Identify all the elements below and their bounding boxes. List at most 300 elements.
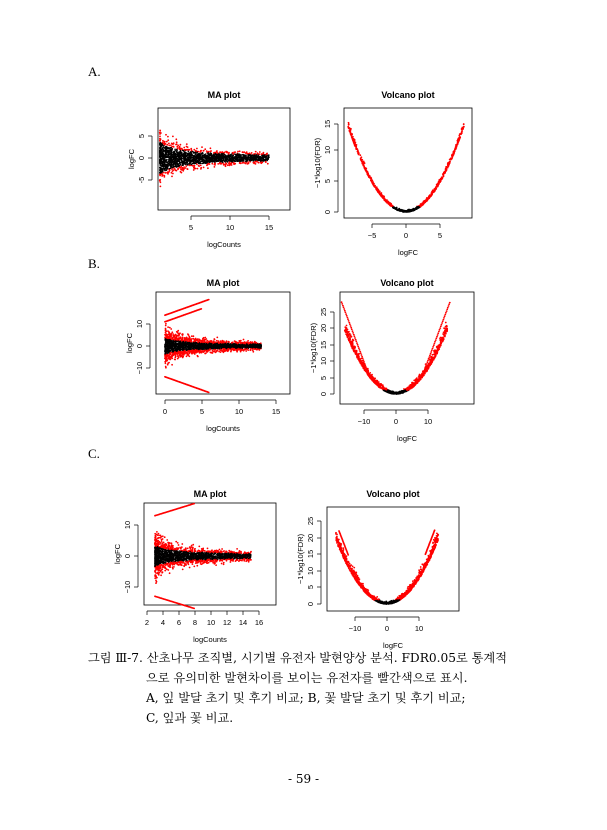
data-point	[234, 157, 236, 159]
data-point	[161, 156, 163, 158]
data-point	[396, 209, 398, 211]
data-point	[162, 140, 164, 142]
data-point	[195, 154, 197, 156]
data-point	[454, 149, 456, 151]
data-point	[194, 152, 196, 154]
data-point	[237, 151, 239, 153]
data-point	[264, 155, 266, 157]
data-point	[167, 362, 169, 364]
data-point	[454, 151, 456, 153]
data-point	[160, 186, 162, 188]
plot-title: Volcano plot	[381, 90, 435, 100]
data-point	[175, 158, 177, 160]
data-point	[171, 172, 173, 174]
data-point	[239, 150, 241, 152]
data-point	[225, 163, 227, 165]
data-point	[193, 157, 195, 159]
data-point	[176, 166, 178, 168]
data-point	[162, 144, 164, 146]
data-point	[173, 169, 175, 171]
data-point	[160, 168, 162, 170]
data-point	[167, 330, 169, 332]
data-point	[445, 170, 447, 172]
data-point	[357, 151, 359, 153]
data-point	[193, 149, 195, 151]
data-point	[182, 170, 184, 172]
data-point	[187, 153, 189, 155]
data-point	[160, 145, 162, 147]
plot-title: MA plot	[207, 90, 241, 100]
data-point	[164, 168, 166, 170]
data-point	[170, 333, 172, 335]
data-point	[239, 161, 241, 163]
data-point	[184, 158, 186, 160]
data-point	[380, 193, 382, 195]
data-point	[217, 163, 219, 165]
data-point	[171, 157, 173, 159]
data-point	[251, 160, 253, 162]
data-point	[197, 160, 199, 162]
data-point	[187, 351, 189, 353]
data-point	[174, 160, 176, 162]
data-point	[179, 349, 181, 351]
data-point	[181, 172, 183, 174]
data-point	[169, 156, 171, 158]
data-point	[165, 172, 167, 174]
data-point	[448, 162, 450, 164]
data-point	[423, 201, 425, 203]
x-tick-label: 0	[162, 407, 168, 416]
data-point	[418, 207, 420, 209]
data-point	[375, 187, 377, 189]
data-point	[200, 163, 202, 165]
data-point	[163, 145, 165, 147]
data-point	[364, 162, 366, 164]
data-point	[174, 150, 176, 152]
data-point	[254, 157, 256, 159]
data-point	[214, 164, 216, 166]
data-point	[164, 176, 166, 178]
data-point	[227, 156, 229, 158]
data-point	[189, 157, 191, 159]
data-point	[450, 158, 452, 160]
data-point	[178, 334, 180, 336]
data-point	[160, 171, 162, 173]
data-point	[405, 210, 407, 212]
data-point	[167, 173, 169, 175]
data-point	[222, 160, 224, 162]
data-point	[171, 364, 173, 366]
data-point	[188, 355, 190, 357]
data-point	[378, 191, 380, 193]
data-point	[247, 340, 249, 342]
data-point	[170, 328, 172, 330]
data-point	[181, 154, 183, 156]
data-point	[370, 180, 372, 182]
data-point	[176, 151, 178, 153]
data-point	[198, 157, 200, 159]
data-point	[171, 176, 173, 178]
y-axis-label: logFC	[125, 332, 134, 354]
panel-label-c: C.	[88, 446, 100, 461]
data-point	[228, 153, 230, 155]
data-point	[246, 163, 248, 165]
data-point	[214, 339, 216, 341]
data-point	[244, 156, 246, 158]
data-point	[172, 136, 174, 138]
data-point	[159, 179, 161, 181]
data-point	[399, 210, 401, 212]
data-point	[227, 164, 229, 166]
data-point	[244, 158, 246, 160]
data-point	[245, 152, 247, 154]
data-point	[172, 167, 174, 169]
data-point	[267, 163, 269, 165]
data-point	[265, 161, 267, 163]
data-point	[435, 187, 437, 189]
data-point	[159, 174, 161, 176]
data-point	[232, 153, 234, 155]
data-point	[195, 160, 197, 162]
data-point	[163, 156, 165, 158]
data-point	[267, 155, 269, 157]
data-point	[163, 166, 165, 168]
data-point	[166, 141, 168, 143]
data-point	[179, 167, 181, 169]
data-point	[252, 157, 254, 159]
data-point	[163, 142, 165, 144]
data-point	[206, 157, 208, 159]
data-point	[230, 158, 232, 160]
data-point	[352, 138, 354, 140]
data-point	[368, 176, 370, 178]
data-point	[163, 150, 165, 152]
data-point	[358, 152, 360, 154]
data-point	[159, 162, 161, 164]
data-point	[459, 137, 461, 139]
scatter-points	[159, 130, 270, 188]
data-point	[187, 333, 189, 335]
data-point	[232, 159, 234, 161]
y-tick-label: −10	[135, 361, 144, 375]
data-point	[174, 152, 176, 154]
data-point	[430, 195, 432, 197]
data-point	[171, 165, 173, 167]
data-point	[188, 151, 190, 153]
x-tick-label: −5	[367, 231, 377, 240]
volcano-plot-a	[300, 84, 480, 259]
panel-label-a: A.	[88, 64, 101, 79]
data-point	[217, 160, 219, 162]
data-point	[414, 209, 416, 211]
data-point	[233, 162, 235, 164]
data-point	[463, 124, 465, 126]
data-point	[227, 161, 229, 163]
data-point	[444, 172, 446, 174]
data-point	[168, 153, 170, 155]
data-point	[209, 151, 211, 153]
data-point	[197, 168, 199, 170]
data-point	[202, 163, 204, 165]
data-point	[253, 162, 255, 164]
data-point	[162, 153, 164, 155]
data-point	[451, 155, 453, 157]
data-point	[179, 332, 181, 334]
plot-title: MA plot	[206, 278, 240, 288]
data-point	[236, 351, 238, 353]
data-point	[184, 160, 186, 162]
y-tick-label: -5	[137, 176, 146, 184]
data-point	[179, 336, 181, 338]
data-point	[228, 160, 230, 162]
data-point	[165, 152, 167, 154]
data-point	[403, 211, 405, 213]
data-point	[214, 152, 216, 154]
data-point	[212, 156, 214, 158]
data-point	[463, 126, 465, 128]
data-point	[194, 158, 196, 160]
data-point	[249, 152, 251, 154]
data-point	[205, 155, 207, 157]
data-point	[175, 138, 177, 140]
x-axis-label: logCounts	[207, 240, 241, 249]
data-point	[200, 167, 202, 169]
data-point	[215, 352, 217, 354]
data-point	[225, 151, 227, 153]
data-point	[261, 153, 263, 155]
data-point	[201, 146, 203, 148]
data-point	[166, 161, 168, 163]
data-point	[209, 161, 211, 163]
data-point	[195, 152, 197, 154]
data-point	[212, 160, 214, 162]
data-point	[267, 158, 269, 160]
data-point	[167, 139, 169, 141]
data-point	[211, 163, 213, 165]
data-point	[443, 176, 445, 178]
data-point	[190, 148, 192, 150]
data-point	[182, 150, 184, 152]
data-point	[438, 183, 440, 185]
data-point	[165, 164, 167, 166]
data-point	[181, 159, 183, 161]
data-point	[190, 160, 192, 162]
data-point	[173, 164, 175, 166]
data-point	[238, 340, 240, 342]
data-point	[238, 156, 240, 158]
y-tick-label: 0	[137, 155, 146, 161]
data-point	[183, 154, 185, 156]
data-point	[445, 168, 447, 170]
data-point	[193, 162, 195, 164]
data-point	[159, 151, 161, 153]
data-point	[170, 160, 172, 162]
data-point	[460, 133, 462, 135]
data-point	[202, 161, 204, 163]
data-point	[365, 167, 367, 169]
data-point	[214, 166, 216, 168]
data-point	[256, 161, 258, 163]
data-point	[175, 169, 177, 171]
data-point	[199, 154, 201, 156]
data-point	[179, 154, 181, 156]
data-point	[185, 149, 187, 151]
data-point	[347, 126, 349, 128]
data-point	[204, 148, 206, 150]
data-point	[179, 341, 181, 343]
data-point	[244, 154, 246, 156]
data-point	[179, 148, 181, 150]
data-point	[435, 188, 437, 190]
data-point	[394, 208, 396, 210]
data-point	[220, 151, 222, 153]
data-point	[350, 133, 352, 135]
data-point	[207, 154, 209, 156]
x-axis-label: logCounts	[206, 424, 240, 433]
y-tick-label: 0	[323, 209, 332, 215]
data-point	[170, 144, 172, 146]
data-point	[257, 153, 259, 155]
data-point	[166, 169, 168, 171]
data-point	[228, 341, 230, 343]
data-point	[407, 211, 409, 213]
data-point	[210, 154, 212, 156]
data-point	[206, 340, 208, 342]
data-point	[231, 153, 233, 155]
data-point	[194, 155, 196, 157]
data-point	[196, 163, 198, 165]
data-point	[212, 158, 214, 160]
y-tick-label: 5	[323, 178, 332, 184]
data-point	[425, 200, 427, 202]
data-point	[251, 155, 253, 157]
data-point	[194, 353, 196, 355]
data-point	[265, 159, 267, 161]
data-point	[355, 148, 357, 150]
data-point	[203, 167, 205, 169]
data-point	[183, 163, 185, 165]
data-point	[169, 357, 171, 359]
data-point	[174, 166, 176, 168]
data-point	[177, 153, 179, 155]
data-point	[439, 181, 441, 183]
data-point	[186, 143, 188, 145]
data-point	[441, 178, 443, 180]
data-point	[220, 156, 222, 158]
data-point	[165, 155, 167, 157]
data-point	[169, 164, 171, 166]
data-point	[187, 168, 189, 170]
data-point	[167, 164, 169, 166]
data-point	[178, 166, 180, 168]
data-point	[228, 163, 230, 165]
data-point	[382, 196, 384, 198]
data-point	[200, 157, 202, 159]
x-axis-label: logFC	[397, 248, 419, 257]
x-tick-label: 0	[403, 231, 409, 240]
data-point	[170, 147, 172, 149]
data-point	[220, 157, 222, 159]
data-point	[214, 159, 216, 161]
x-tick-label: 15	[271, 407, 281, 416]
data-point	[204, 337, 206, 339]
data-point	[187, 163, 189, 165]
data-point	[167, 136, 169, 138]
data-point	[200, 165, 202, 167]
data-point	[177, 145, 179, 147]
data-point	[237, 159, 239, 161]
data-point	[225, 159, 227, 161]
data-point	[230, 155, 232, 157]
data-point	[175, 144, 177, 146]
data-point	[199, 163, 201, 165]
data-point	[203, 155, 205, 157]
data-point	[165, 323, 167, 325]
data-point	[197, 154, 199, 156]
panel-label-b: B.	[88, 256, 100, 271]
data-point	[177, 155, 179, 157]
data-point	[248, 156, 250, 158]
data-point	[229, 165, 231, 167]
data-point	[205, 153, 207, 155]
data-point	[159, 138, 161, 140]
data-point	[252, 351, 254, 353]
data-point	[433, 190, 435, 192]
data-point	[453, 153, 455, 155]
data-point	[222, 153, 224, 155]
data-point	[420, 206, 422, 208]
data-point	[234, 160, 236, 162]
data-point	[178, 151, 180, 153]
data-point	[373, 184, 375, 186]
data-point	[214, 163, 216, 165]
data-point	[170, 152, 172, 154]
data-point	[167, 161, 169, 163]
data-point	[182, 167, 184, 169]
y-tick-label: 10	[323, 145, 332, 155]
data-point	[370, 177, 372, 179]
data-point	[245, 159, 247, 161]
data-point	[170, 167, 172, 169]
x-tick-label: 15	[264, 223, 274, 232]
data-point	[177, 330, 179, 332]
x-tick-label: 10	[225, 223, 235, 232]
data-point	[186, 146, 188, 148]
data-point	[185, 165, 187, 167]
data-point	[176, 160, 178, 162]
data-point	[243, 162, 245, 164]
data-point	[181, 348, 183, 350]
data-point	[371, 181, 373, 183]
data-point	[166, 147, 168, 149]
y-tick-label: 0	[135, 343, 144, 349]
data-point	[196, 148, 198, 150]
data-point	[208, 340, 210, 342]
data-point	[216, 350, 218, 352]
data-point	[173, 143, 175, 145]
data-point	[171, 150, 173, 152]
data-point	[428, 196, 430, 198]
data-point	[202, 153, 204, 155]
data-point	[181, 157, 183, 159]
data-point	[168, 145, 170, 147]
data-point	[168, 143, 170, 145]
data-point	[170, 153, 172, 155]
data-point	[178, 156, 180, 158]
data-point	[259, 156, 261, 158]
data-point	[256, 159, 258, 161]
data-point	[167, 147, 169, 149]
